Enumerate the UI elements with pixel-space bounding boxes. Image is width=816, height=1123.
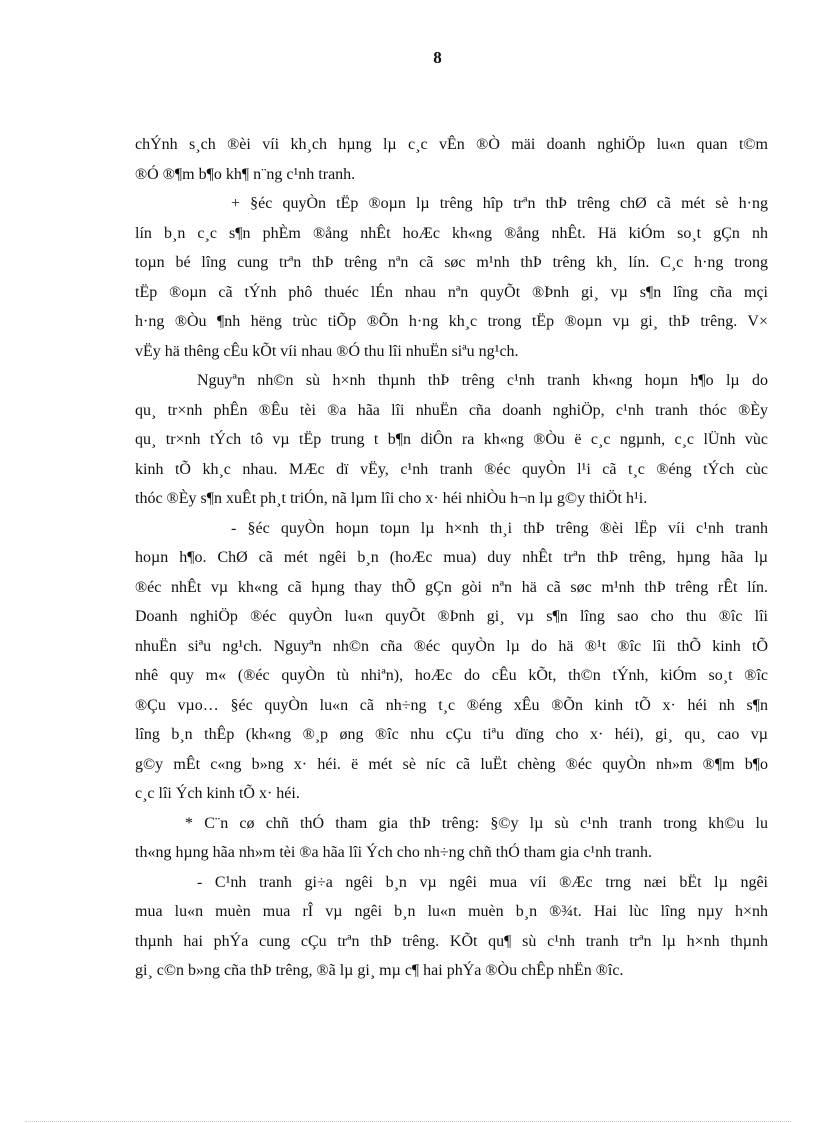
text-line: tËp ®oµn cã tÝnh phô thuéc lÉn nhau nªn quyÕt ®Þnh gi¸ vµ s¶n lîng cña mçi bbox=[135, 283, 768, 301]
text-line: lîng b¸n thÊp (kh«ng ®¸p øng ®îc nhu cÇu tiªu dïng cho x· héi), gi¸ qu¸ cao vµ bbox=[135, 726, 768, 743]
text-line: ®éc nhÊt vµ kh«ng cã hµng thay thÕ gÇn gòi nªn hä cã søc m¹nh thÞ trêng rÊt lín. bbox=[135, 578, 768, 596]
text-line: th«ng hµng hãa nh»m tèi ®a hãa lîi Ých cho nh÷ng chñ thÓ tham gia c¹nh tranh. bbox=[135, 844, 653, 861]
text-line: qu¸ tr×nh phÊn ®Êu tèi ®a hãa lîi nhuËn cña doanh nghiÖp, c¹nh tranh thóc ®Èy bbox=[135, 401, 768, 419]
text-line: mua lu«n muèn mua rÎ vµ ngêi b¸n lu«n muèn b¸n ®¾t. Hai lùc lîng nµy h×nh bbox=[135, 903, 768, 920]
text-line: ®Ó ®¶m b¶o kh¶ n¨ng c¹nh tranh. bbox=[135, 165, 356, 183]
text-line: vËy hä thêng cÊu kÕt víi nhau ®Ó thu lîi nhuËn siªu ng¹ch. bbox=[135, 342, 519, 360]
text-line: thµnh hai phÝa cung cÇu trªn thÞ trêng. KÕt qu¶ sù c¹nh tranh trªn lµ h×nh thµnh bbox=[135, 932, 768, 950]
page-number: 8 bbox=[433, 48, 442, 67]
text-line: + §éc quyÒn tËp ®oµn lµ trêng hîp trªn thÞ trêng chØ cã mét sè h·ng bbox=[231, 195, 768, 212]
page-bottom-divider bbox=[25, 1121, 791, 1122]
text-line: kinh tÕ kh¸c nhau. MÆc dï vËy, c¹nh tranh ®éc quyÒn l¹i cã t¸c ®éng tÝch cùc bbox=[135, 460, 768, 478]
text-line: Doanh nghiÖp ®éc quyÒn lu«n quyÕt ®Þnh gi¸ vµ s¶n lîng sao cho thu ®îc lîi bbox=[135, 608, 768, 625]
text-line: ®Çu vµo… §éc quyÒn lu«n cã nh÷ng t¸c ®éng xÊu ®Õn kinh tÕ x· héi nh s¶n bbox=[135, 696, 768, 714]
text-line: - §éc quyÒn hoµn toµn lµ h×nh th¸i thÞ trêng ®èi lËp víi c¹nh tranh bbox=[231, 519, 768, 537]
text-line: - C¹nh tranh gi÷a ngêi b¸n vµ ngêi mua víi ®Æc trng næi bËt lµ ngêi bbox=[197, 873, 768, 891]
text-line: * C¨n cø chñ thÓ tham gia thÞ trêng: §©y lµ sù c¹nh tranh trong kh©u lu bbox=[185, 814, 768, 832]
text-line: toµn bé lîng cung trªn thÞ trêng nªn cã søc m¹nh thÞ trêng kh¸ lín. C¸c h·ng trong bbox=[135, 254, 768, 271]
text-line: qu¸ tr×nh tÝch tô vµ tËp trung t b¶n diÔn ra kh«ng ®Òu ë c¸c ngµnh, c¸c lÜnh vùc bbox=[135, 431, 768, 448]
text-line: thóc ®Èy s¶n xuÊt ph¸t triÓn, nã lµm lîi cho x· héi nhiÒu h¬n lµ g©y thiÖt h¹i. bbox=[135, 490, 648, 507]
text-line: chÝnh s¸ch ®èi víi kh¸ch hµng lµ c¸c vÊn ®Ò mäi doanh nghiÖp lu«n quan t©m bbox=[135, 136, 768, 153]
text-line: nhuËn siªu ng¹ch. Nguyªn nh©n cña ®éc quyÒn lµ do hä ®¹t ®îc lîi thÕ kinh tÕ bbox=[135, 637, 768, 655]
document-body bbox=[135, 130, 768, 986]
text-line: Nguyªn nh©n sù h×nh thµnh thÞ trêng c¹nh tranh kh«ng hoµn h¶o lµ do bbox=[197, 372, 768, 389]
text-line: hoµn h¶o. ChØ cã mét ngêi b¸n (hoÆc mua) duy nhÊt trªn thÞ trêng, hµng hãa lµ bbox=[135, 549, 768, 566]
text-line: lín b¸n c¸c s¶n phÈm ®ång nhÊt hoÆc kh«ng ®ång nhÊt. Hä kiÓm so¸t gÇn nh bbox=[135, 224, 768, 242]
text-line: gi¸ c©n b»ng cña thÞ trêng, ®ã lµ gi¸ mµ c¶ hai phÝa ®Òu chÊp nhËn ®îc. bbox=[135, 962, 624, 979]
text-line: h·ng ®Òu ¶nh hëng trùc tiÕp ®Õn h·ng kh¸c trong tËp ®oµn vµ gi¸ thÞ trêng. V× bbox=[135, 313, 768, 330]
text-line: nhê quy m« (®éc quyÒn tù nhiªn), hoÆc do cÊu kÕt, th©n tÝnh, kiÓm so¸t ®îc bbox=[135, 667, 768, 684]
text-line: g©y mÊt c«ng b»ng x· héi. ë mét sè níc cã luËt chèng ®éc quyÒn nh»m ®¶m b¶o bbox=[135, 755, 768, 773]
text-line: c¸c lîi Ých kinh tÕ x· héi. bbox=[135, 785, 300, 802]
